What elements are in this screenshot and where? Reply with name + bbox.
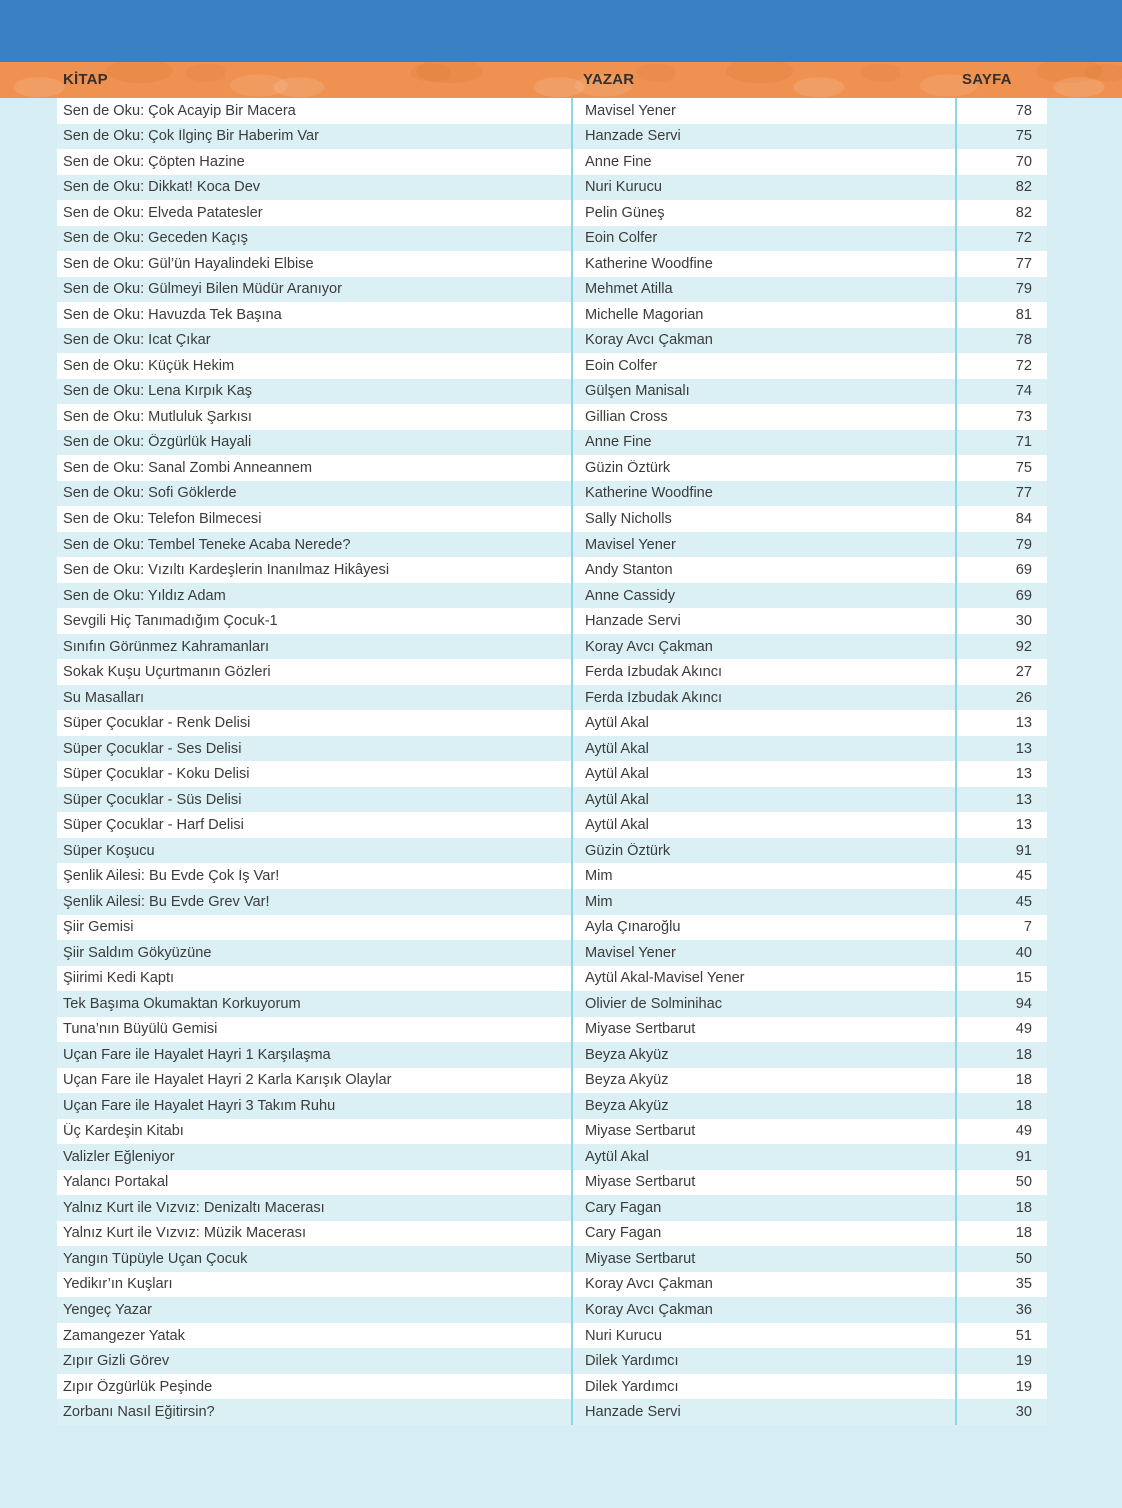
book-page: 18 [1015, 1199, 1032, 1216]
book-page: 78 [1015, 102, 1032, 119]
table-row [57, 966, 1047, 992]
book-title: Sen de Oku: Lena Kırpık Kaş [63, 383, 253, 400]
book-title: Süper Koşucu [63, 842, 155, 859]
table-row [57, 98, 1047, 124]
table-row [57, 1119, 1047, 1145]
book-author: Katherine Woodfine [585, 255, 713, 272]
table-row [57, 812, 1047, 838]
book-page: 81 [1015, 306, 1032, 323]
book-author: Nuri Kurucu [585, 1327, 663, 1344]
book-author: Cary Fagan [585, 1199, 662, 1216]
table-row [57, 787, 1047, 813]
table-row [57, 1323, 1047, 1349]
book-title: Şenlik Ailesi: Bu Evde Grev Var! [63, 893, 270, 910]
table-row [57, 226, 1047, 252]
book-page: 27 [1015, 664, 1032, 681]
book-title: Sokak Kuşu Uçurtmanın Gözleri [63, 664, 271, 681]
book-page: 72 [1015, 230, 1032, 247]
book-title: Sen de Oku: Geceden Kaçış [63, 230, 248, 247]
book-author: Eoin Colfer [585, 230, 658, 247]
book-author: Mim [585, 868, 613, 885]
book-title: Şenlik Ailesi: Bu Evde Çok İş Var! [63, 868, 280, 885]
book-title: Tek Başıma Okumaktan Korkuyorum [63, 995, 301, 1012]
book-page: 45 [1015, 868, 1032, 885]
table-row [57, 1017, 1047, 1043]
table-row [57, 685, 1047, 711]
book-page: 18 [1015, 1097, 1032, 1114]
table-row [57, 634, 1047, 660]
book-page: 13 [1015, 715, 1032, 732]
book-page: 91 [1015, 1148, 1032, 1165]
table-row [57, 659, 1047, 685]
top-blue-bar [0, 0, 1122, 62]
table-row [57, 1042, 1047, 1068]
book-author: Aytül Akal [585, 715, 649, 732]
book-author: Olivier de Solminihac [585, 995, 723, 1012]
book-author: Beyza Akyüz [585, 1072, 669, 1089]
book-title: Zamangezer Yatak [63, 1327, 185, 1344]
column-divider-1 [571, 98, 573, 1425]
book-page: 70 [1015, 153, 1032, 170]
book-page: 15 [1015, 970, 1032, 987]
table-row [57, 583, 1047, 609]
table-row [57, 736, 1047, 762]
book-page: 26 [1015, 689, 1032, 706]
book-author: Güzin Öztürk [585, 842, 671, 859]
book-page: 36 [1015, 1301, 1032, 1318]
book-title: Zorbanı Nasıl Eğitirsin? [63, 1404, 215, 1421]
book-title: Su Masalları [63, 689, 145, 706]
book-title: Yalancı Portakal [63, 1174, 169, 1191]
book-author: Pelin Güneş [585, 204, 665, 221]
book-title: Sen de Oku: Mutluluk Şarkısı [63, 408, 252, 425]
book-author: Beyza Akyüz [585, 1046, 669, 1063]
table-row [57, 379, 1047, 405]
book-page: 75 [1015, 128, 1032, 145]
book-title: Sevgili Hiç Tanımadığım Çocuk-1 [63, 613, 278, 630]
book-page: 74 [1015, 383, 1032, 400]
book-page: 92 [1015, 638, 1032, 655]
book-title: Zıpır Gizli Görev [63, 1353, 170, 1370]
book-page: 94 [1015, 995, 1032, 1012]
book-title: Süper Çocuklar - Ses Delisi [63, 740, 242, 757]
book-page: 13 [1015, 740, 1032, 757]
book-page: 73 [1015, 408, 1032, 425]
table-row [57, 761, 1047, 787]
book-page: 77 [1015, 255, 1032, 272]
book-author: Aytül Akal [585, 1148, 649, 1165]
table-row [57, 328, 1047, 354]
book-title: Sen de Oku: Havuzda Tek Başına [63, 306, 282, 323]
book-title: Sen de Oku: Özgürlük Hayali [63, 434, 252, 451]
book-title: Uçan Fare ile Hayalet Hayri 1 Karşılaşma [63, 1046, 331, 1063]
column-header-yazar: YAZAR [583, 71, 635, 88]
book-author: Mavisel Yener [585, 536, 676, 553]
book-title: Sınıfın Görünmez Kahramanları [63, 638, 270, 655]
column-header-sayfa: SAYFA [962, 71, 1012, 88]
book-page: 72 [1015, 357, 1032, 374]
book-page: 40 [1015, 944, 1032, 961]
book-title: Süper Çocuklar - Harf Delisi [63, 817, 244, 834]
book-page: 82 [1015, 204, 1032, 221]
book-page: 82 [1015, 179, 1032, 196]
table-row [57, 1374, 1047, 1400]
table-row [57, 124, 1047, 150]
book-author: Miyase Sertbarut [585, 1174, 696, 1191]
book-title: Süper Çocuklar - Süs Delisi [63, 791, 242, 808]
book-author: Miyase Sertbarut [585, 1021, 696, 1038]
book-index-table [57, 98, 1047, 1425]
book-author: Cary Fagan [585, 1225, 662, 1242]
book-title: Sen de Oku: Çok Acayip Bir Macera [63, 102, 296, 119]
book-page: 50 [1015, 1250, 1032, 1267]
table-row [57, 1246, 1047, 1272]
book-title: Yengeç Yazar [63, 1301, 152, 1318]
book-page: 84 [1015, 511, 1032, 527]
book-title: Şiir Saldım Gökyüzüne [63, 944, 212, 961]
book-title: Sen de Oku: Sanal Zombi Anneannem [63, 459, 313, 476]
table-row [57, 404, 1047, 430]
table-row [57, 1272, 1047, 1298]
book-title: Sen de Oku: Sofi Göklerde [63, 485, 237, 502]
book-page: 35 [1015, 1276, 1032, 1293]
book-author: Koray Avcı Çakman [585, 332, 713, 349]
table-row [57, 1144, 1047, 1170]
table-row [57, 532, 1047, 558]
book-author: Koray Avcı Çakman [585, 1276, 713, 1293]
book-page: 13 [1015, 817, 1032, 834]
book-title: Sen de Oku: Küçük Hekim [63, 357, 235, 374]
book-page: 71 [1015, 434, 1032, 451]
book-author: Gillian Cross [585, 408, 668, 425]
book-title: Yalnız Kurt ile Vızvız: Denizaltı Macerası [63, 1199, 325, 1216]
table-row [57, 889, 1047, 915]
table-row [57, 149, 1047, 175]
book-author: Anne Fine [585, 153, 652, 170]
book-page: 49 [1015, 1123, 1032, 1140]
book-page: 79 [1015, 536, 1032, 553]
book-author: Anne Fine [585, 434, 652, 451]
book-title: Sen de Oku: Elveda Patatesler [63, 204, 263, 221]
book-page: 18 [1015, 1046, 1032, 1063]
book-author: Ayla Çınaroğlu [585, 919, 681, 936]
table-row [57, 838, 1047, 864]
book-title: Zıpır Özgürlük Peşinde [63, 1378, 213, 1395]
table-row [57, 1093, 1047, 1119]
book-author: Mavisel Yener [585, 102, 676, 119]
table-row [57, 481, 1047, 507]
book-author: Miyase Sertbarut [585, 1123, 696, 1140]
book-author: Eoin Colfer [585, 357, 658, 374]
book-page: 45 [1015, 893, 1032, 910]
book-title: Sen de Oku: Gül’ün Hayalindeki Elbise [63, 255, 314, 272]
book-page: 7 [1023, 919, 1032, 936]
table-row [57, 175, 1047, 201]
table-body [57, 98, 1047, 1425]
book-author: Dilek Yardımcı [585, 1378, 679, 1395]
book-title: Sen de Oku: Yıldız Adam [63, 587, 226, 604]
book-page: 13 [1015, 766, 1032, 783]
book-author: Nuri Kurucu [585, 179, 663, 196]
book-author: Aytül Akal-Mavisel Yener [585, 970, 745, 987]
table-row [57, 277, 1047, 303]
book-author: Ferda İzbudak Akıncı [585, 664, 723, 681]
book-author: Mim [585, 893, 613, 910]
book-title: Yangın Tüpüyle Uçan Çocuk [63, 1250, 248, 1267]
table-row [57, 710, 1047, 736]
table-row [57, 1399, 1047, 1425]
table-row [57, 251, 1047, 277]
book-title: Sen de Oku: Çok İlginç Bir Haberim Var [63, 128, 320, 145]
book-title: Sen de Oku: Vızıltı Kardeşlerin İnanılmaz Hikâyesi [63, 562, 390, 579]
book-title: Sen de Oku: İcat Çıkar [63, 332, 211, 349]
table-row [57, 991, 1047, 1017]
book-page: 91 [1015, 842, 1032, 859]
book-page: 18 [1015, 1225, 1032, 1242]
book-author: Hanzade Servi [585, 128, 681, 145]
book-title: Sen de Oku: Tembel Teneke Acaba Nerede? [63, 536, 351, 553]
book-author: Anne Cassidy [585, 587, 676, 604]
table-row [57, 557, 1047, 583]
book-title: Sen de Oku: Telefon Bilmecesi [63, 511, 262, 527]
book-page: 77 [1015, 485, 1032, 502]
book-author: Hanzade Servi [585, 1404, 681, 1421]
table-header-bar [0, 62, 1122, 98]
book-page: 50 [1015, 1174, 1032, 1191]
book-author: Hanzade Servi [585, 613, 681, 630]
book-author: Michelle Magorian [585, 306, 704, 323]
table-row [57, 506, 1047, 532]
book-title: Valizler Eğleniyor [63, 1148, 175, 1165]
book-author: Mavisel Yener [585, 944, 676, 961]
book-page: 49 [1015, 1021, 1032, 1038]
book-author: Aytül Akal [585, 817, 649, 834]
book-author: Dilek Yardımcı [585, 1353, 679, 1370]
book-page: 69 [1015, 562, 1032, 579]
book-author: Katherine Woodfine [585, 485, 713, 502]
table-row [57, 430, 1047, 456]
book-title: Tuna’nın Büyülü Gemisi [63, 1021, 218, 1038]
book-author: Aytül Akal [585, 791, 649, 808]
book-page: 19 [1015, 1353, 1032, 1370]
book-page: 79 [1015, 281, 1032, 298]
table-row [57, 455, 1047, 481]
table-row [57, 1170, 1047, 1196]
book-page: 69 [1015, 587, 1032, 604]
book-title: Yedikır’ın Kuşları [63, 1276, 173, 1293]
book-title: Sen de Oku: Gülmeyi Bilen Müdür Aranıyor [63, 281, 343, 298]
book-title: Üç Kardeşin Kitabı [63, 1123, 184, 1140]
column-header-kitap: KİTAP [63, 71, 108, 88]
book-author: Mehmet Atilla [585, 281, 673, 298]
book-author: Sally Nicholls [585, 511, 672, 527]
book-title: Yalnız Kurt ile Vızvız: Müzik Macerası [63, 1225, 307, 1242]
book-author: Güzin Öztürk [585, 459, 671, 476]
table-row [57, 353, 1047, 379]
book-author: Andy Stanton [585, 562, 673, 579]
book-author: Aytül Akal [585, 766, 649, 783]
table-row [57, 1348, 1047, 1374]
book-page: 51 [1015, 1327, 1032, 1344]
table-row [57, 863, 1047, 889]
table-row [57, 940, 1047, 966]
book-author: Gülşen Manisalı [585, 383, 690, 400]
table-row [57, 915, 1047, 941]
column-divider-2 [955, 98, 957, 1425]
table-row [57, 200, 1047, 226]
table-row [57, 1068, 1047, 1094]
book-author: Aytül Akal [585, 740, 649, 757]
book-page: 19 [1015, 1378, 1032, 1395]
book-author: Ferda İzbudak Akıncı [585, 689, 723, 706]
book-title: Süper Çocuklar - Koku Delisi [63, 766, 250, 783]
book-title: Uçan Fare ile Hayalet Hayri 2 Karla Karışık Olaylar [63, 1072, 392, 1089]
book-page: 75 [1015, 459, 1032, 476]
book-page: 78 [1015, 332, 1032, 349]
table-row [57, 1297, 1047, 1323]
book-author: Koray Avcı Çakman [585, 1301, 713, 1318]
book-title: Süper Çocuklar - Renk Delisi [63, 715, 251, 732]
book-title: Şiirimi Kedi Kaptı [63, 970, 175, 987]
book-page: 18 [1015, 1072, 1032, 1089]
book-author: Beyza Akyüz [585, 1097, 669, 1114]
table-row [57, 1221, 1047, 1247]
table-row [57, 1195, 1047, 1221]
book-page: 13 [1015, 791, 1032, 808]
book-title: Sen de Oku: Dikkat! Koca Dev [63, 179, 261, 196]
table-row [57, 302, 1047, 328]
book-title: Sen de Oku: Çöpten Hazine [63, 153, 245, 170]
book-author: Miyase Sertbarut [585, 1250, 696, 1267]
book-author: Koray Avcı Çakman [585, 638, 713, 655]
book-page: 30 [1015, 1404, 1032, 1421]
book-title: Uçan Fare ile Hayalet Hayri 3 Takım Ruhu [63, 1097, 336, 1114]
book-page: 30 [1015, 613, 1032, 630]
book-title: Şiir Gemisi [63, 919, 134, 936]
table-row [57, 608, 1047, 634]
